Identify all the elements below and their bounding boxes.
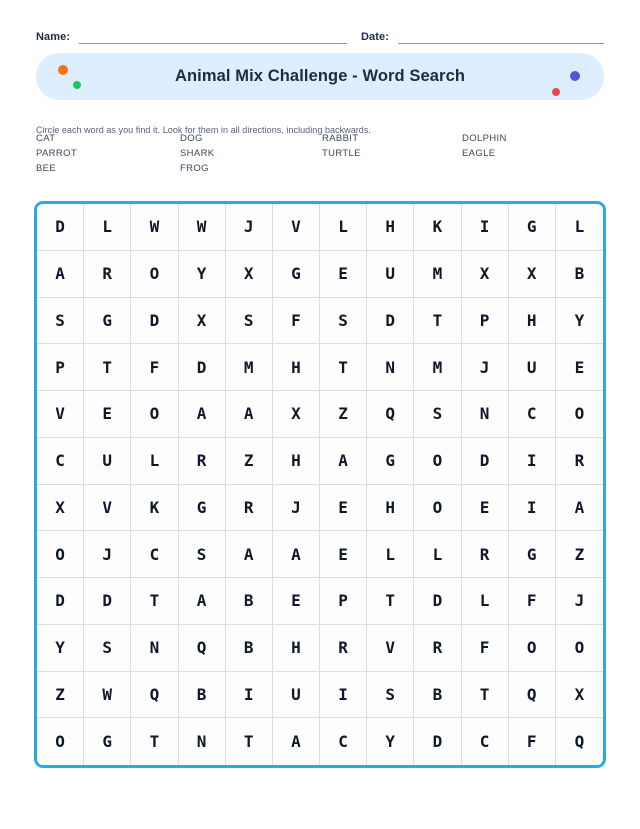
word-item[interactable]: DOLPHIN <box>462 133 507 144</box>
grid-cell[interactable]: A <box>273 718 320 765</box>
grid-cell[interactable]: L <box>367 531 414 578</box>
grid-cell[interactable]: R <box>556 438 603 485</box>
grid-cell[interactable]: F <box>273 298 320 345</box>
grid-cell[interactable]: V <box>84 485 131 532</box>
grid-cell[interactable]: X <box>37 485 84 532</box>
grid-cell[interactable]: S <box>37 298 84 345</box>
red-dot-icon <box>552 88 560 96</box>
grid-cell[interactable]: K <box>414 204 461 251</box>
grid-cell[interactable]: B <box>179 672 226 719</box>
grid-cell[interactable]: X <box>179 298 226 345</box>
grid-cell[interactable]: T <box>462 672 509 719</box>
grid-cell[interactable]: S <box>226 298 273 345</box>
grid-cell[interactable]: T <box>320 344 367 391</box>
grid-cell[interactable]: O <box>131 251 178 298</box>
grid-cell[interactable]: P <box>320 578 367 625</box>
grid-cell[interactable]: M <box>226 344 273 391</box>
grid-cell[interactable]: A <box>226 531 273 578</box>
grid-cell[interactable]: X <box>462 251 509 298</box>
grid-cell[interactable]: L <box>131 438 178 485</box>
grid-cell[interactable]: T <box>131 578 178 625</box>
grid-cell[interactable]: O <box>509 625 556 672</box>
word-item[interactable]: BEE <box>36 163 57 174</box>
grid-cell[interactable]: A <box>179 578 226 625</box>
grid-cell[interactable]: O <box>556 391 603 438</box>
grid-cell[interactable]: D <box>462 438 509 485</box>
grid-cell[interactable]: P <box>37 344 84 391</box>
grid-cell[interactable]: V <box>37 391 84 438</box>
grid-cell[interactable]: B <box>414 672 461 719</box>
grid-cell[interactable]: X <box>509 251 556 298</box>
grid-cell[interactable]: D <box>414 578 461 625</box>
grid-cell[interactable]: X <box>556 672 603 719</box>
grid-cell[interactable]: Y <box>179 251 226 298</box>
grid-cell[interactable]: W <box>131 204 178 251</box>
grid-cell[interactable]: T <box>367 578 414 625</box>
grid-cell[interactable]: Q <box>556 718 603 765</box>
green-dot-icon <box>73 81 81 89</box>
grid-cell[interactable]: C <box>131 531 178 578</box>
grid-cell[interactable]: O <box>37 531 84 578</box>
grid-cell[interactable]: N <box>179 718 226 765</box>
puzzle-grid <box>37 204 603 765</box>
word-item[interactable]: RABBIT <box>322 133 359 144</box>
grid-cell[interactable]: J <box>556 578 603 625</box>
grid-cell[interactable]: A <box>179 391 226 438</box>
grid-cell[interactable]: Y <box>37 625 84 672</box>
grid-cell[interactable]: J <box>462 344 509 391</box>
grid-cell[interactable]: R <box>414 625 461 672</box>
grid-cell[interactable]: A <box>556 485 603 532</box>
grid-cell[interactable]: Y <box>367 718 414 765</box>
grid-cell[interactable]: H <box>367 485 414 532</box>
grid-cell[interactable]: K <box>131 485 178 532</box>
grid-cell[interactable]: R <box>320 625 367 672</box>
grid-cell[interactable]: G <box>273 251 320 298</box>
grid-cell[interactable]: A <box>226 391 273 438</box>
title-banner <box>36 53 604 100</box>
grid-cell[interactable]: N <box>131 625 178 672</box>
grid-cell[interactable]: X <box>226 251 273 298</box>
grid-cell[interactable]: L <box>84 204 131 251</box>
grid-cell[interactable]: M <box>414 251 461 298</box>
grid-cell[interactable]: I <box>462 204 509 251</box>
grid-cell[interactable]: S <box>414 391 461 438</box>
grid-cell[interactable]: D <box>367 298 414 345</box>
grid-cell[interactable]: R <box>462 531 509 578</box>
grid-cell[interactable]: T <box>84 344 131 391</box>
grid-cell[interactable]: J <box>84 531 131 578</box>
grid-cell[interactable]: F <box>509 718 556 765</box>
word-item[interactable]: SHARK <box>180 148 215 159</box>
page-title: Animal Mix Challenge - Word Search <box>174 67 466 85</box>
grid-cell[interactable]: W <box>84 672 131 719</box>
grid-cell[interactable]: D <box>37 204 84 251</box>
grid-cell[interactable]: E <box>320 485 367 532</box>
grid-cell[interactable]: A <box>37 251 84 298</box>
grid-cell[interactable]: D <box>414 718 461 765</box>
grid-cell[interactable]: Q <box>179 625 226 672</box>
date-group <box>361 30 604 44</box>
grid-cell[interactable]: S <box>320 298 367 345</box>
grid-cell[interactable]: T <box>414 298 461 345</box>
grid-cell[interactable]: E <box>556 344 603 391</box>
grid-cell[interactable]: I <box>509 485 556 532</box>
grid-cell[interactable]: F <box>509 578 556 625</box>
grid-cell[interactable]: D <box>131 298 178 345</box>
grid-cell[interactable]: V <box>367 625 414 672</box>
grid-cell[interactable]: G <box>84 718 131 765</box>
grid-cell[interactable]: T <box>131 718 178 765</box>
grid-cell[interactable]: O <box>556 625 603 672</box>
grid-cell[interactable]: Y <box>556 298 603 345</box>
date-label: Date: <box>361 31 390 43</box>
grid-cell[interactable]: Z <box>320 391 367 438</box>
grid-cell[interactable]: U <box>84 438 131 485</box>
blue-dot-icon <box>570 71 580 81</box>
name-date-row <box>36 30 604 44</box>
grid-cell[interactable]: F <box>462 625 509 672</box>
grid-cell[interactable]: V <box>273 204 320 251</box>
grid-cell[interactable]: B <box>556 251 603 298</box>
grid-cell[interactable]: O <box>131 391 178 438</box>
grid-cell[interactable]: A <box>273 531 320 578</box>
grid-cell[interactable]: Z <box>556 531 603 578</box>
grid-cell[interactable]: C <box>37 438 84 485</box>
grid-cell[interactable]: O <box>37 718 84 765</box>
grid-cell[interactable]: E <box>273 578 320 625</box>
grid-cell[interactable]: E <box>320 531 367 578</box>
date-input-line[interactable] <box>398 30 604 44</box>
grid-cell[interactable]: Q <box>367 391 414 438</box>
grid-cell[interactable]: C <box>462 718 509 765</box>
grid-cell[interactable]: T <box>226 718 273 765</box>
grid-cell[interactable]: E <box>462 485 509 532</box>
name-group <box>36 30 347 44</box>
grid-cell[interactable]: S <box>367 672 414 719</box>
grid-cell[interactable]: I <box>509 438 556 485</box>
grid-cell[interactable]: P <box>462 298 509 345</box>
grid-cell[interactable]: O <box>414 485 461 532</box>
name-input-line[interactable] <box>79 30 347 44</box>
grid-cell[interactable]: E <box>84 391 131 438</box>
grid-cell[interactable]: G <box>84 298 131 345</box>
grid-cell[interactable]: I <box>226 672 273 719</box>
grid-cell[interactable]: D <box>84 578 131 625</box>
grid-cell[interactable]: A <box>320 438 367 485</box>
grid-cell[interactable]: L <box>556 204 603 251</box>
grid-cell[interactable]: W <box>179 204 226 251</box>
grid-cell[interactable]: I <box>320 672 367 719</box>
grid-cell[interactable]: B <box>226 625 273 672</box>
word-item[interactable]: DOG <box>180 133 203 144</box>
name-label: Name: <box>36 31 71 43</box>
grid-cell[interactable]: U <box>509 344 556 391</box>
grid-cell[interactable]: Z <box>37 672 84 719</box>
grid-cell[interactable]: G <box>509 531 556 578</box>
grid-cell[interactable]: R <box>179 438 226 485</box>
grid-cell[interactable]: J <box>226 204 273 251</box>
grid-cell[interactable]: C <box>320 718 367 765</box>
grid-cell[interactable]: H <box>273 625 320 672</box>
word-list <box>36 131 604 176</box>
word-item[interactable]: EAGLE <box>462 148 496 159</box>
grid-cell[interactable]: R <box>226 485 273 532</box>
grid-cell[interactable]: S <box>179 531 226 578</box>
word-item[interactable]: FROG <box>180 163 209 174</box>
grid-cell[interactable]: U <box>273 672 320 719</box>
grid-cell[interactable]: G <box>179 485 226 532</box>
grid-cell[interactable]: X <box>273 391 320 438</box>
grid-cell[interactable]: R <box>84 251 131 298</box>
grid-cell[interactable]: B <box>226 578 273 625</box>
grid-cell[interactable]: Z <box>226 438 273 485</box>
instructions-text: Circle each word as you find it. Look for them in all directions, including backwards. <box>36 125 371 135</box>
grid-cell[interactable]: G <box>509 204 556 251</box>
word-item[interactable]: PARROT <box>36 148 77 159</box>
grid-cell[interactable]: H <box>509 298 556 345</box>
grid-cell[interactable]: D <box>37 578 84 625</box>
grid-cell[interactable]: Q <box>509 672 556 719</box>
grid-cell[interactable]: N <box>367 344 414 391</box>
grid-cell[interactable]: L <box>320 204 367 251</box>
word-item[interactable]: TURTLE <box>322 148 361 159</box>
grid-cell[interactable]: L <box>414 531 461 578</box>
grid-cell[interactable]: U <box>367 251 414 298</box>
orange-dot-icon <box>58 65 68 75</box>
grid-cell[interactable]: O <box>414 438 461 485</box>
grid-cell[interactable]: H <box>367 204 414 251</box>
grid-cell[interactable]: Q <box>131 672 178 719</box>
grid-cell[interactable]: G <box>367 438 414 485</box>
grid-cell[interactable]: D <box>179 344 226 391</box>
grid-cell[interactable]: F <box>131 344 178 391</box>
puzzle-grid-frame <box>34 201 606 768</box>
grid-cell[interactable]: L <box>462 578 509 625</box>
grid-cell[interactable]: C <box>509 391 556 438</box>
grid-cell[interactable]: H <box>273 344 320 391</box>
grid-cell[interactable]: J <box>273 485 320 532</box>
grid-cell[interactable]: M <box>414 344 461 391</box>
grid-cell[interactable]: H <box>273 438 320 485</box>
word-item[interactable]: CAT <box>36 133 56 144</box>
grid-cell[interactable]: E <box>320 251 367 298</box>
grid-cell[interactable]: N <box>462 391 509 438</box>
grid-cell[interactable]: S <box>84 625 131 672</box>
